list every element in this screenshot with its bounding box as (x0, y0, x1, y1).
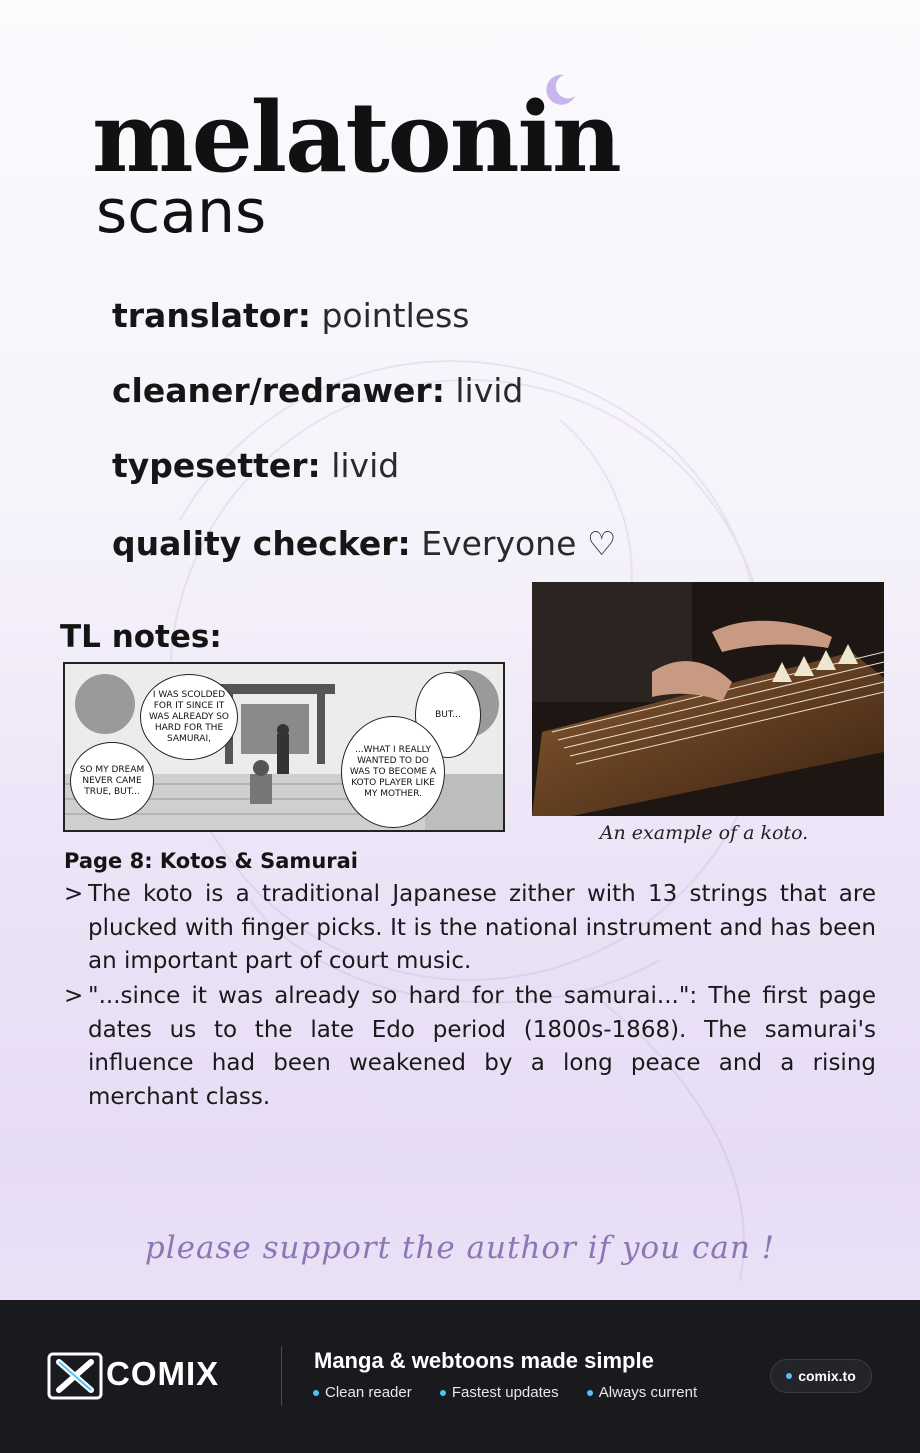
credit-name: livid (455, 371, 524, 410)
page-note-heading: Page 8: Kotos & Samurai (64, 849, 358, 873)
logo-title: melatonin (92, 81, 620, 194)
feature-item (587, 1384, 709, 1401)
credit-role: typesetter: (112, 446, 321, 485)
note-marker: > (64, 983, 84, 1009)
credit-role: cleaner/redrawer: (112, 371, 445, 410)
credit-role: quality checker: (112, 524, 411, 563)
credit-quality-checker (112, 524, 616, 564)
site-link-label: comix.to (798, 1368, 856, 1384)
feature-item (440, 1384, 571, 1401)
footer-divider (281, 1346, 282, 1406)
feature-label: Fastest updates (451, 1384, 559, 1401)
bullet-dot-icon (440, 1390, 446, 1396)
tl-notes-title: TL notes: (60, 619, 222, 655)
speech-bubble: ...WHAT I REALLY WANTED TO DO WAS TO BECOME A KOTO PLAYER LIKE MY MOTHER. (341, 716, 445, 828)
credit-cleaner (112, 371, 523, 411)
footer-features (313, 1384, 721, 1401)
manga-panel (63, 662, 505, 832)
credit-role: translator: (112, 296, 311, 335)
note-item (64, 878, 876, 979)
comix-logo-text: COMIX (106, 1355, 220, 1392)
note-text: "...since it was already so hard for the samurai...": The first page dates us to the late Edo period (1800s-1868). The samurai's influence had been weakened by a long peace and a rising merchant class. (88, 983, 876, 1110)
credit-name: Everyone ♡ (421, 524, 617, 563)
feature-label: Always current (598, 1384, 698, 1401)
credit-typesetter (112, 446, 399, 486)
credit-name: pointless (321, 296, 470, 335)
bullet-dot-icon (313, 1390, 319, 1396)
koto-photo (532, 582, 884, 816)
comix-x-logo-icon (47, 1352, 103, 1400)
status-dot-icon (786, 1373, 792, 1379)
speech-bubble: BUT... (415, 672, 481, 758)
credit-name: livid (331, 446, 400, 485)
koto-illustration (532, 582, 884, 816)
feature-item (313, 1384, 424, 1401)
bullet-dot-icon (587, 1390, 593, 1396)
note-text: The koto is a traditional Japanese zither with 13 strings that are plucked with finger picks. It is the national instrument and has been an important part of court music. (88, 881, 876, 974)
footer-tagline: Manga & webtoons made simple (314, 1348, 654, 1373)
footer-banner[interactable] (0, 1300, 920, 1453)
credit-translator (112, 296, 469, 336)
logo-subtitle: scans (96, 177, 267, 247)
note-marker: > (64, 881, 84, 907)
photo-caption: An example of a koto. (599, 822, 809, 844)
feature-label: Clean reader (325, 1384, 412, 1401)
speech-bubble: SO MY DREAM NEVER CAME TRUE, BUT... (70, 742, 154, 820)
site-link-button[interactable] (770, 1359, 872, 1393)
note-item (64, 980, 876, 1114)
speech-bubble: I WAS SCOLDED FOR IT SINCE IT WAS ALREADY SO HARD FOR THE SAMURAI, (140, 674, 238, 760)
support-message: please support the author if you can ! (144, 1230, 776, 1266)
